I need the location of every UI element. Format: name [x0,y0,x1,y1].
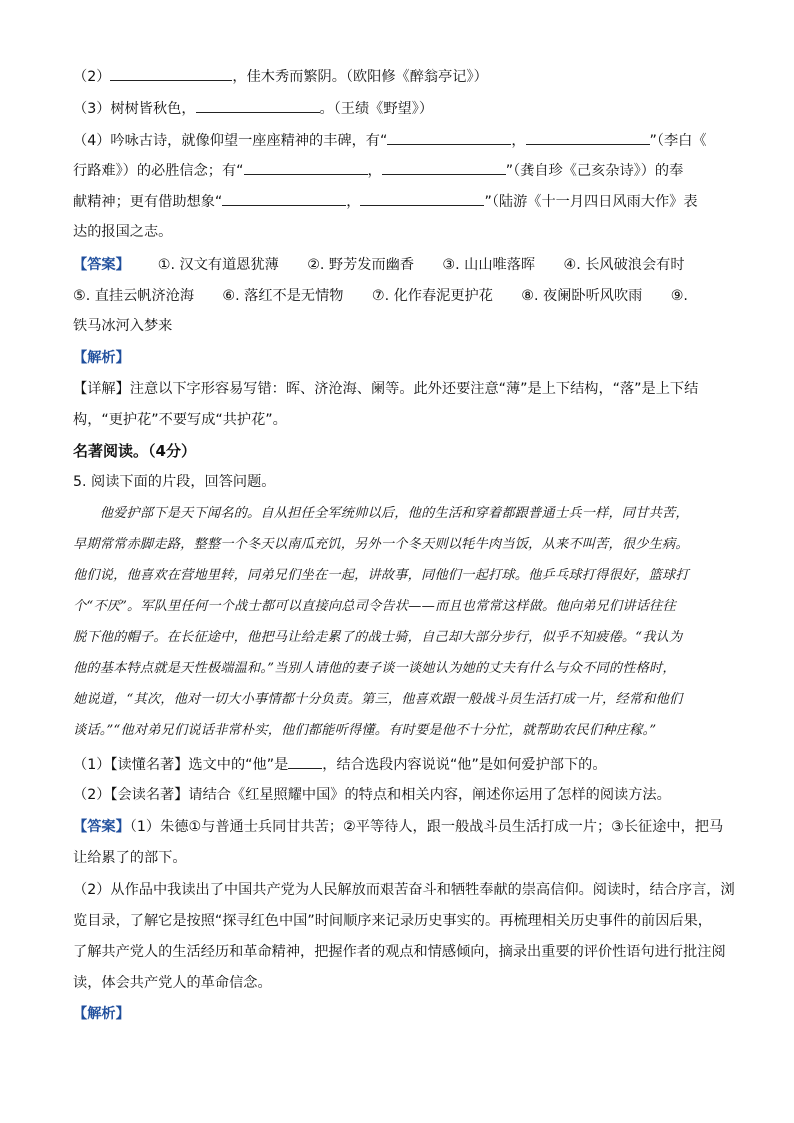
q4-item4-source: ”（李白《 [649,133,707,149]
q5-sub2: （2）【会读名著】请结合《红星照耀中国》的特点和相关内容，阐述你运用了怎样的阅读方法。 [73,787,671,803]
analysis-tag: 【解析】 [73,350,130,366]
q4-item3-source: 。（王绩《野望》） [319,101,434,117]
answer-blank[interactable] [196,98,320,113]
comma: ， [511,133,526,149]
section-title: 名著阅读。（4分） [73,442,196,460]
q4-item2 [73,66,488,87]
passage-line: 脱下他的帽子。在长征途中，他把马让给走累了的战士骑，自己却大部分步行，似乎不知疲倦。“我认为 [73,630,683,645]
q4-item4-source: ”（龚自珍《己亥杂诗》）的奉 [505,163,684,179]
q5-answer-line2: 让给累了的部下。 [73,850,187,866]
passage-line: 她说道，“其次，他对一切大小事情都十分负责。第三，他喜欢跟一般战斗员生活打成一片，经常和他们 [73,692,683,707]
answer-blank[interactable] [526,130,650,145]
answer-tag: 【答案】 [73,819,130,835]
q5-intro: 5. 阅读下面的片段，回答问题。 [73,474,276,490]
answer-blank[interactable] [222,191,346,206]
answer-blank[interactable] [110,66,232,81]
q4-detail-line1: 【详解】注意以下字形容易写错：晖、济沧海、阑等。此外还要注意“薄”是上下结构，“落”是上下结 [73,381,699,397]
passage-line: 谈话。”“他对弟兄们说话非常朴实，他们都能听得懂。有时要是他不十分忙，就帮助农民们种庄稼。” [73,723,657,738]
q4-answer-line1 [73,255,685,275]
q4-item2-text: ，佳木秀而繁阴。（欧阳修《醉翁亭记》） [232,69,488,85]
answer-blank[interactable] [288,754,322,769]
comma: ， [367,163,382,179]
q5-answer-line1 [73,817,723,837]
passage-line: 他的基本特点就是天性极端温和。”当别人请他的妻子谈一谈她认为她的丈夫有什么与众不同的性格时， [73,661,676,676]
q4-item3-text: （3）树树皆秋色， [73,101,196,117]
answer-blank[interactable] [387,130,511,145]
q4-item4-text: （4）吟咏古诗，就像仰望一座座精神的丰碑，有“ [73,133,388,149]
passage-line: 早期常常赤脚走路，整整一个冬天以南瓜充饥，另外一个冬天则以牦牛肉当饭，从来不叫苦，很少生病。 [73,537,689,552]
answer-blank[interactable] [382,160,506,175]
q4-item2-number: （2） [73,69,111,85]
q5-answer2-line: 读，体会共产党人的革命信念。 [73,975,272,991]
q5-answer2-line: 了解共产党人的生活经历和革命精神，把握作者的观点和情感倾向，摘录出重要的评价性语句进行批注阅 [73,944,726,960]
passage-line: 他们说，他喜欢在营地里转，同弟兄们坐在一起，讲故事，同他们一起打球。他乒乓球打得很好，篮球打 [73,568,689,583]
passage-line: 个“不厌”。军队里任何一个战士都可以直接向总司令告状——而且也常常这样做。他向弟兄们讲话往往 [73,599,676,614]
q4-item3 [73,98,433,119]
q4-answer-line2: ⑤. 直挂云帆济沧海 ⑥. 落红不是无情物 ⑦. 化作春泥更护花 ⑧. 夜阑卧听风吹雨 ⑨. [73,288,688,304]
answer-tag: 【答案】 [73,257,130,273]
q5-sub1 [73,754,607,775]
q5-answer2-line: 览目录，了解它是按照“探寻红色中国”时间顺序来记录历史事实的。再梳理相关历史事件的前因后果， [73,913,712,929]
q4-answer-text: ①. 汉文有道恩犹薄 ②. 野芳发而幽香 ③. 山山唯落晖 ④. 长风破浪会有时 [157,257,685,273]
q5-answer2-line: （2）从作品中我读出了中国共产党为人民解放而艰苦奋斗和牺牲奉献的崇高信仰。阅读时，结合序言，浏 [73,882,735,898]
q4-item4-source: ”（陆游《十一月四日风雨大作》表 [484,194,698,210]
q4-answer-line3: 铁马冰河入梦来 [73,318,173,334]
analysis-tag: 【解析】 [73,1006,130,1022]
comma: ， [346,194,361,210]
q4-item4-line4: 达的报国之志。 [73,224,173,240]
q4-detail-line2: 构，“更护花”不要写成“共护花”。 [73,412,287,428]
q4-item4-text: 献精神；更有借助想象“ [73,194,223,210]
answer-blank[interactable] [360,191,484,206]
q4-item4-line2 [73,160,683,181]
q4-item4-line1 [73,130,707,151]
q4-item4-line3 [73,191,698,212]
q4-item4-text: 行路难》）的必胜信念；有“ [73,163,244,179]
q5-sub1-text-end: ，结合选段内容说说“他”是如何爱护部下的。 [322,757,607,773]
answer-blank[interactable] [244,160,368,175]
q5-answer1-text: （1）朱德①与普通士兵同甘共苦；②平等待人，跟一般战斗员生活打成一片；③长征途中，把马 [129,819,724,835]
q5-sub1-text: （1）【读懂名著】选文中的“他”是 [73,757,289,773]
passage-line: 他爱护部下是天下闻名的。自从担任全军统帅以后，他的生活和穿着都跟普通士兵一样，同甘共苦， [73,506,689,521]
